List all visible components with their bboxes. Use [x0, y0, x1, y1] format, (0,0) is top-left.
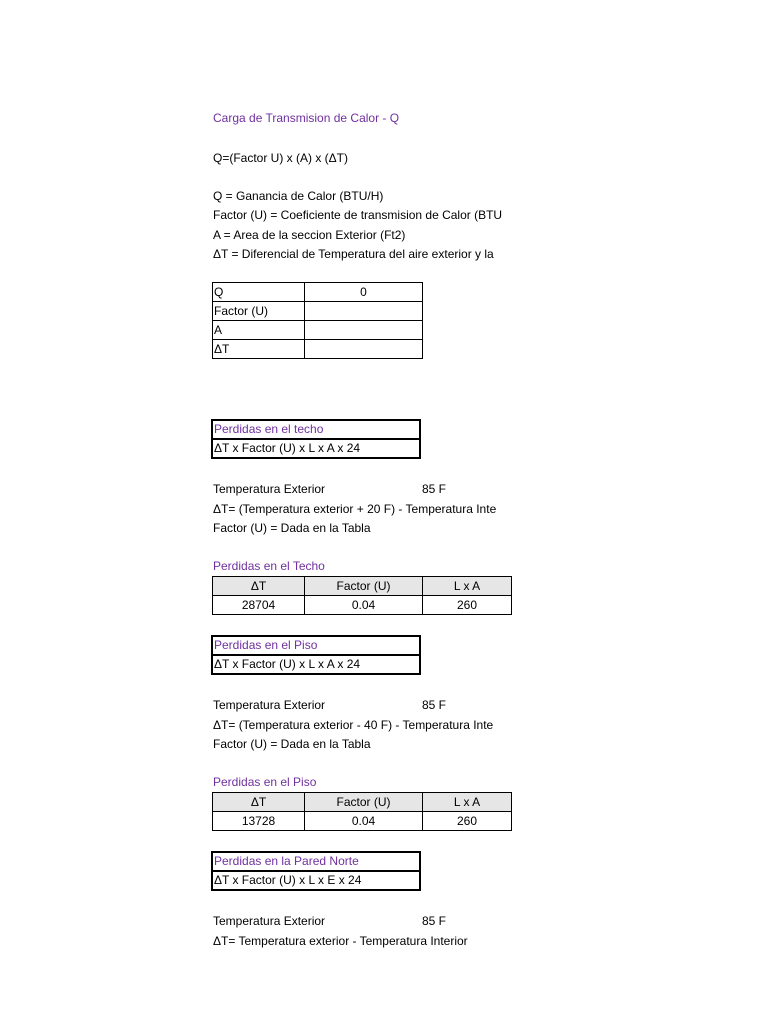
column-header[interactable]: Factor (U) [305, 793, 423, 812]
pared-norte-temp-label: Temperatura Exterior [213, 914, 326, 928]
cell-label[interactable]: A [213, 321, 305, 340]
techo-formula-box [211, 419, 421, 459]
page-title: Carga de Transmision de Calor - Q [213, 111, 400, 125]
techo-factor-line: Factor (U) = Dada en la Tabla [213, 521, 371, 535]
piso-formula-box [211, 635, 421, 675]
column-header[interactable]: ΔT [213, 793, 305, 812]
piso-temp-label: Temperatura Exterior [213, 698, 326, 712]
cell-factor-u[interactable]: 0.04 [305, 596, 423, 615]
definition-delta-t: ΔT = Diferencial de Temperatura del aire exterior y la [213, 247, 494, 261]
techo-box-title[interactable]: Perdidas en el techo [212, 420, 420, 439]
techo-table-title: Perdidas en el Techo [213, 559, 325, 573]
column-header[interactable]: L x A [423, 577, 512, 596]
column-header[interactable]: Factor (U) [305, 577, 423, 596]
table-header-row [213, 793, 512, 812]
cell-label[interactable]: Factor (U) [213, 302, 305, 321]
column-header[interactable]: ΔT [213, 577, 305, 596]
pared-norte-temp-value: 85 F [422, 914, 447, 928]
cell-label[interactable]: Q [213, 283, 305, 302]
techo-temp-value: 85 F [422, 482, 447, 496]
cell-l-x-a[interactable]: 260 [423, 812, 512, 831]
table-row [213, 302, 423, 321]
piso-factor-line: Factor (U) = Dada en la Tabla [213, 737, 371, 751]
techo-temp-label: Temperatura Exterior [213, 482, 326, 496]
table-row [213, 283, 423, 302]
formula-text: Q=(Factor U) x (A) x (ΔT) [213, 151, 349, 165]
table-row [213, 340, 423, 359]
table-row [213, 812, 512, 831]
cell-delta-t[interactable]: 13728 [213, 812, 305, 831]
table-row [213, 596, 512, 615]
pared-norte-box-title[interactable]: Perdidas en la Pared Norte [212, 852, 420, 871]
piso-delta-line: ΔT= (Temperatura exterior - 40 F) - Temperatura Inte [213, 718, 494, 732]
table-row [213, 321, 423, 340]
piso-box-formula[interactable]: ΔT x Factor (U) x L x A x 24 [212, 655, 420, 674]
cell-value[interactable] [305, 340, 423, 359]
piso-data-table [212, 792, 512, 831]
piso-box-title[interactable]: Perdidas en el Piso [212, 636, 420, 655]
piso-temp-value: 85 F [422, 698, 447, 712]
cell-l-x-a[interactable]: 260 [423, 596, 512, 615]
definition-factor-u: Factor (U) = Coeficiente de transmision de Calor (BTU [213, 208, 503, 222]
column-header[interactable]: L x A [423, 793, 512, 812]
table-header-row [213, 577, 512, 596]
definition-q: Q = Ganancia de Calor (BTU/H) [213, 189, 384, 203]
cell-delta-t[interactable]: 28704 [213, 596, 305, 615]
techo-box-formula[interactable]: ΔT x Factor (U) x L x A x 24 [212, 439, 420, 458]
cell-value[interactable]: 0 [305, 283, 423, 302]
pared-norte-box-formula[interactable]: ΔT x Factor (U) x L x E x 24 [212, 871, 420, 890]
definition-area: A = Area de la seccion Exterior (Ft2) [213, 228, 406, 242]
pared-norte-formula-box [211, 851, 421, 891]
techo-data-table [212, 576, 512, 615]
techo-delta-line: ΔT= (Temperatura exterior + 20 F) - Temperatura Inte [213, 502, 497, 516]
cell-factor-u[interactable]: 0.04 [305, 812, 423, 831]
variables-table [212, 282, 423, 359]
cell-value[interactable] [305, 302, 423, 321]
pared-norte-delta-line: ΔT= Temperatura exterior - Temperatura Interior [213, 934, 468, 948]
cell-label[interactable]: ΔT [213, 340, 305, 359]
cell-value[interactable] [305, 321, 423, 340]
piso-table-title: Perdidas en el Piso [213, 775, 317, 789]
